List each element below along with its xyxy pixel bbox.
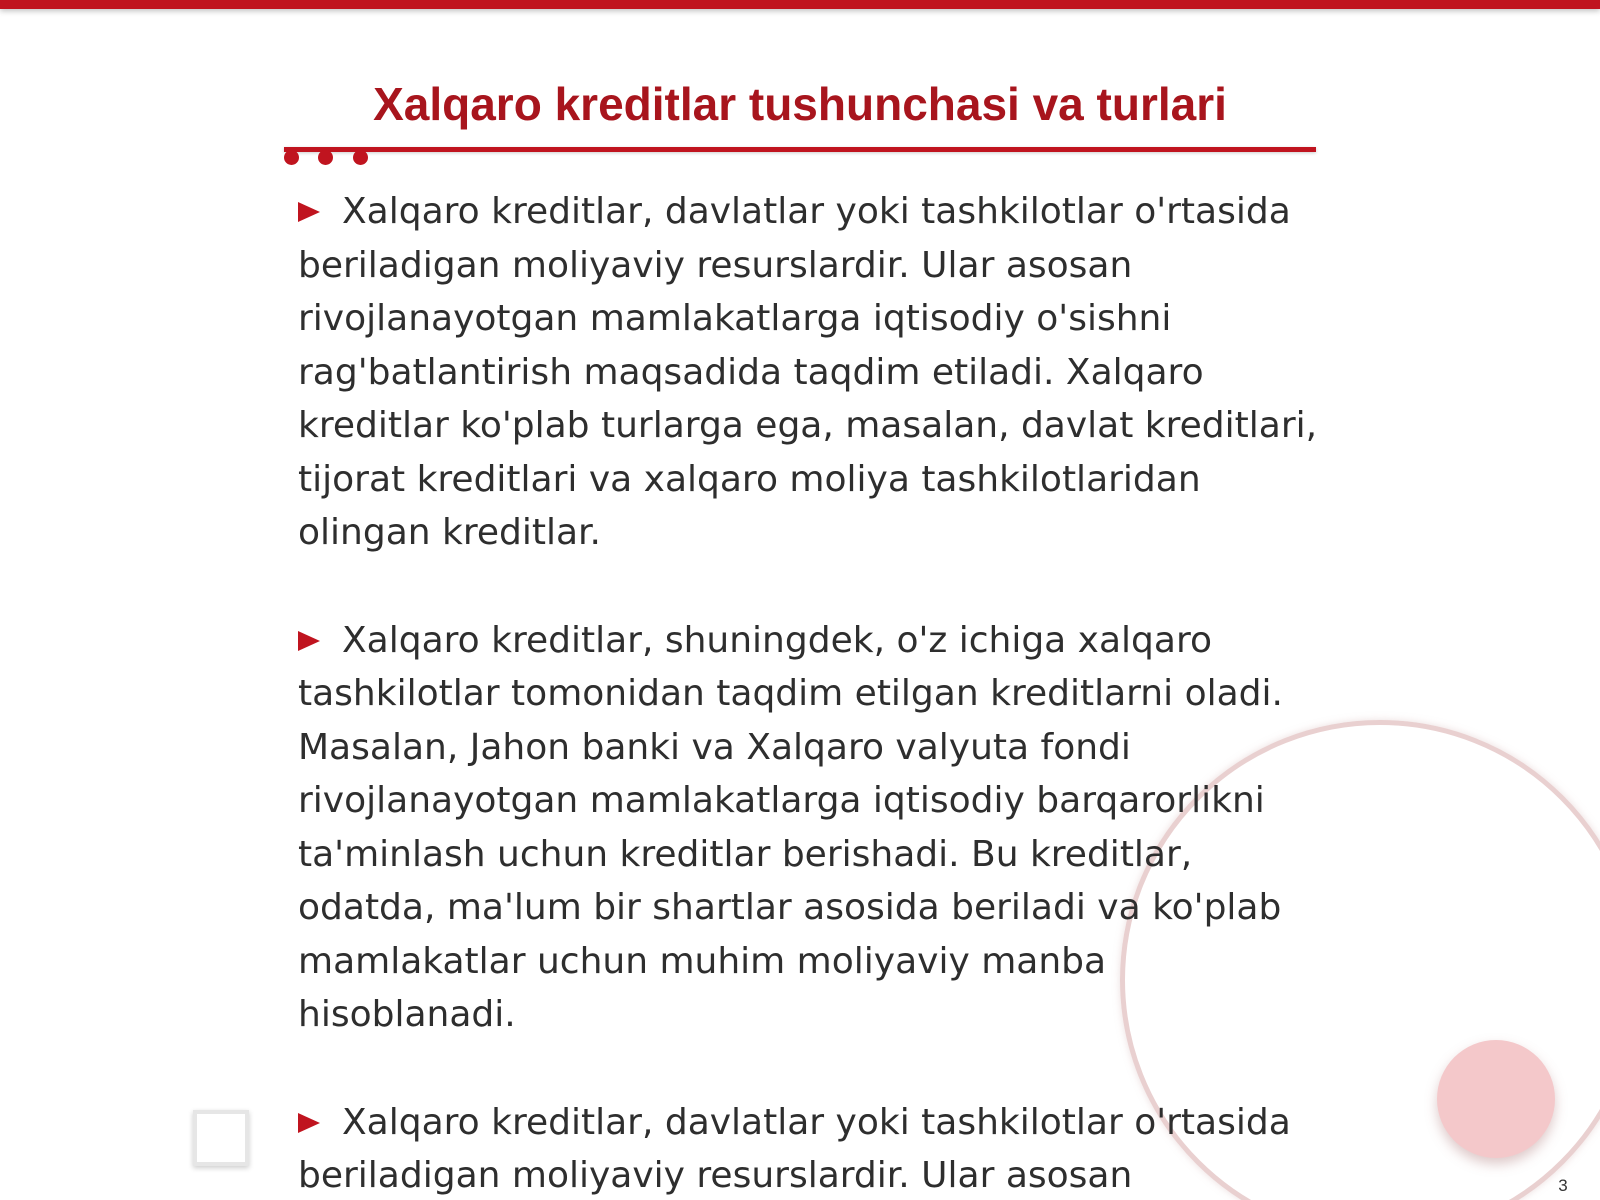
page-number: 3	[1558, 1176, 1568, 1195]
bullet-paragraph-1	[298, 185, 1328, 560]
decorative-pink-circle	[1437, 1040, 1555, 1158]
slide-body	[298, 185, 1328, 1200]
underline-dot-1	[284, 150, 299, 165]
red-triangle-icon	[298, 1113, 320, 1133]
bullet-text-2: Xalqaro kreditlar, shuningdek, o'z ichiga xalqaro tashkilotlar tomonidan taqdim etilgan kreditlarni oladi. Masalan, Jahon banki va Xalqaro valyuta fondi rivojlanayotgan mamlakatlarga iqtisodiy barqarorlikni ta'minlash uchun kreditlar berishadi. Bu kreditlar, odatda, ma'lum bir shartlar asosida beriladi va ko'plab mamlakatlar uchun muhim moliyaviy manba hisoblanadi.	[298, 619, 1283, 1035]
red-triangle-icon	[298, 631, 320, 651]
red-triangle-icon	[298, 202, 320, 222]
title-underline	[284, 147, 1316, 152]
bullet-paragraph-3	[298, 1096, 1328, 1200]
bullet-text-1: Xalqaro kreditlar, davlatlar yoki tashkilotlar o'rtasida beriladigan moliyaviy resurslardir. Ular asosan rivojlanayotgan mamlakatlarga iqtisodiy o'sishni rag'batlantirish maqsadida taqdim etiladi. Xalqaro kreditlar ko'plab turlarga ega, masalan, davlat kreditlari, tijorat kreditlari va xalqaro moliya tashkilotlaridan olingan kreditlar.	[298, 191, 1318, 553]
underline-dot-2	[318, 150, 333, 165]
decorative-square	[193, 1110, 249, 1166]
bullet-text-3: Xalqaro kreditlar, davlatlar yoki tashkilotlar o'rtasida beriladigan moliyaviy resurslardir. Ular asosan	[298, 1101, 1291, 1196]
top-accent-bar	[0, 0, 1600, 9]
bullet-paragraph-2	[298, 614, 1328, 1042]
underline-dot-3	[353, 150, 368, 165]
slide-title: Xalqaro kreditlar tushunchasi va turlari	[373, 78, 1227, 130]
